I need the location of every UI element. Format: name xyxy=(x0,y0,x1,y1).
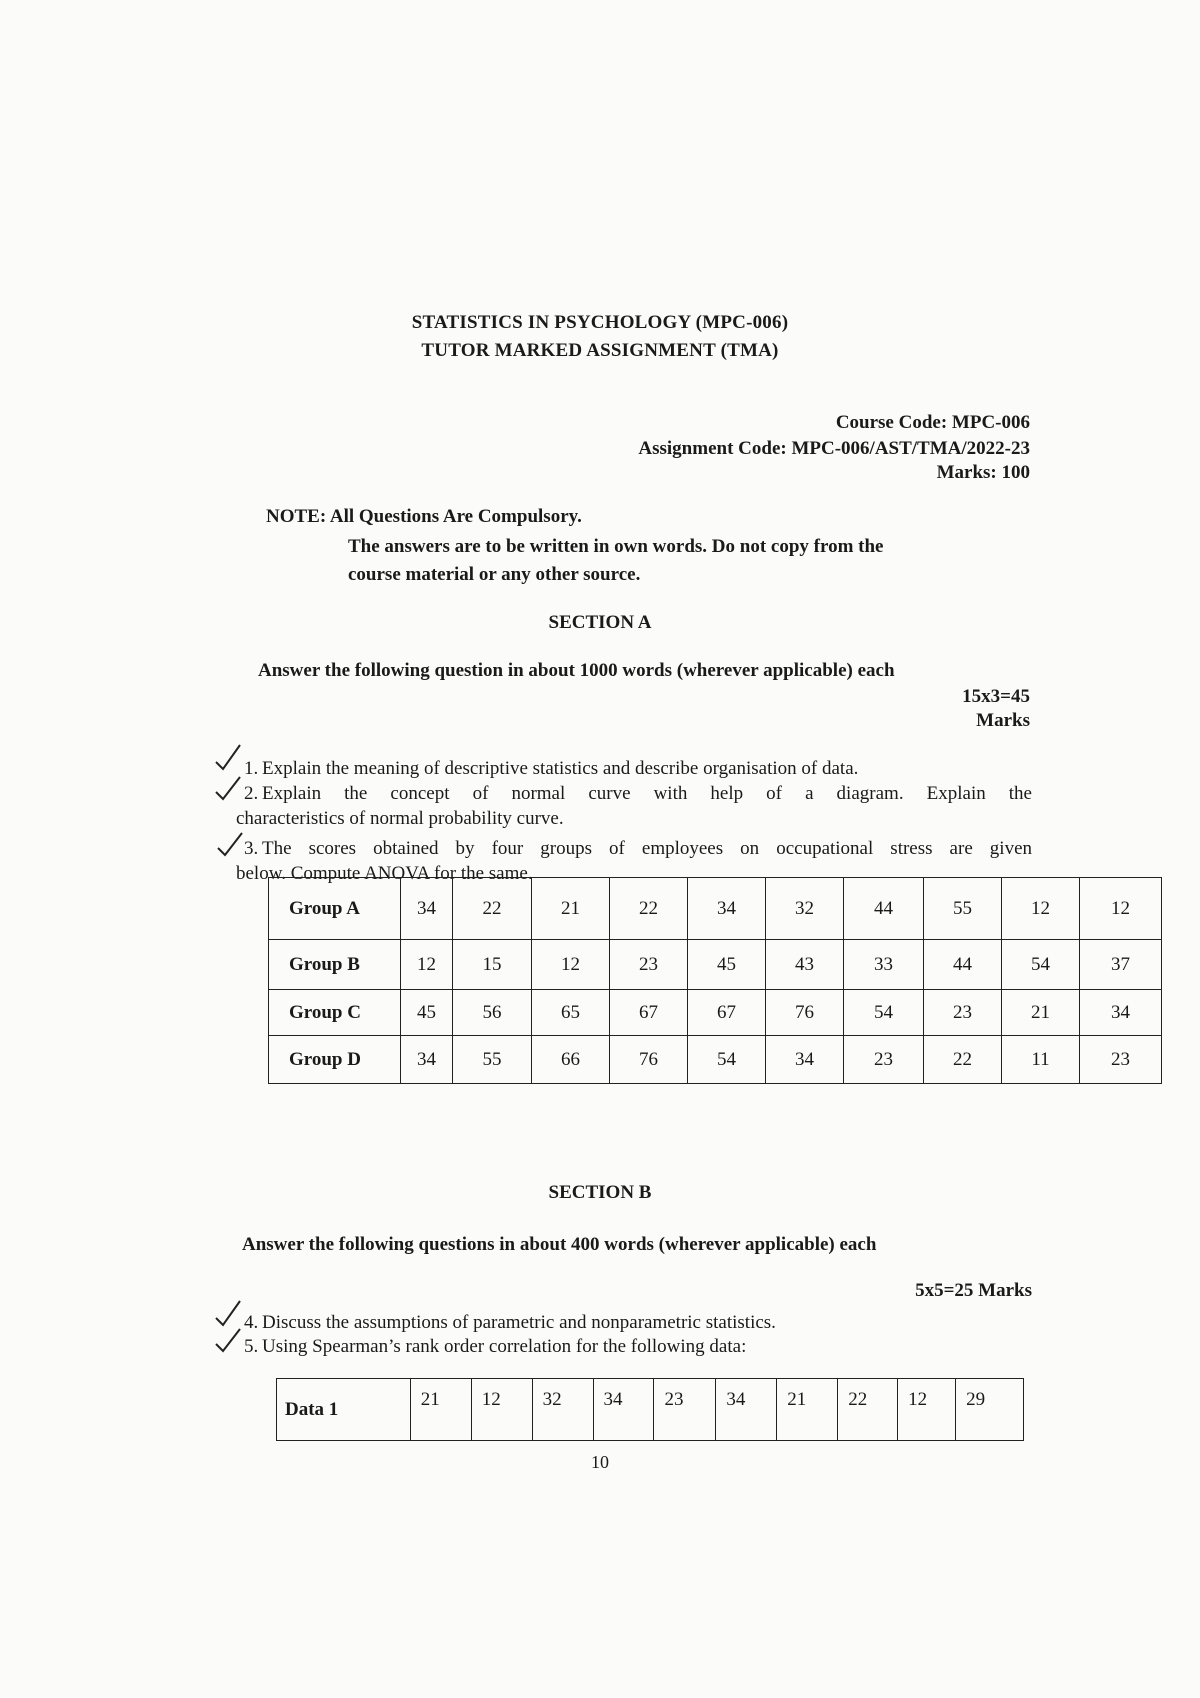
table-cell: 43 xyxy=(766,940,844,990)
table-cell: 54 xyxy=(688,1036,766,1084)
table-cell: 34 xyxy=(766,1036,844,1084)
table-row xyxy=(269,878,1162,940)
table-cell: 34 xyxy=(1080,990,1162,1036)
table-cell: 12 xyxy=(1002,878,1080,940)
table-cell: 21 xyxy=(410,1379,471,1441)
table-cell: 76 xyxy=(610,1036,688,1084)
table-cell: 23 xyxy=(654,1379,716,1441)
table-cell: 34 xyxy=(716,1379,777,1441)
table-cell: 12 xyxy=(898,1379,956,1441)
table-cell: 76 xyxy=(766,990,844,1036)
table-cell: 23 xyxy=(1080,1036,1162,1084)
question-3-text-line-2: below. Compute ANOVA for the same. xyxy=(236,863,533,884)
question-5-text: Using Spearman’s rank order correlation for the following data: xyxy=(262,1336,747,1357)
section-b-marks: 5x5=25 Marks xyxy=(915,1280,1032,1301)
total-marks: Marks: 100 xyxy=(936,462,1030,483)
spearman-data-table xyxy=(276,1378,1024,1441)
section-b-instruction: Answer the following questions in about 400 words (wherever applicable) each xyxy=(242,1234,877,1255)
section-a-heading: SECTION A xyxy=(548,612,652,633)
table-row xyxy=(269,1036,1162,1084)
table-cell: 22 xyxy=(924,1036,1002,1084)
table-cell: 45 xyxy=(688,940,766,990)
note-label: NOTE: All Questions Are Compulsory. xyxy=(266,506,582,527)
table-row xyxy=(277,1379,1024,1441)
row-label: Data 1 xyxy=(277,1379,411,1441)
course-code: Course Code: MPC-006 xyxy=(835,412,1030,433)
table-cell: 12 xyxy=(1080,878,1162,940)
checkmark-icon xyxy=(214,742,244,776)
table-cell: 21 xyxy=(777,1379,838,1441)
table-cell: 34 xyxy=(401,1036,453,1084)
table-cell: 11 xyxy=(1002,1036,1080,1084)
table-cell: 22 xyxy=(453,878,532,940)
row-label: Group C xyxy=(269,990,401,1036)
table-cell: 22 xyxy=(838,1379,898,1441)
question-4-text: Discuss the assumptions of parametric and nonparametric statistics. xyxy=(262,1312,776,1333)
assignment-code: Assignment Code: MPC-006/AST/TMA/2022-23 xyxy=(638,438,1030,459)
table-cell: 55 xyxy=(924,878,1002,940)
table-cell: 37 xyxy=(1080,940,1162,990)
row-label: Group B xyxy=(269,940,401,990)
table-cell: 23 xyxy=(924,990,1002,1036)
question-3-number: 3. xyxy=(244,838,259,859)
question-2-text-line-2: characteristics of normal probability curve. xyxy=(236,808,564,829)
section-a-instruction: Answer the following question in about 1000 words (wherever applicable) each xyxy=(258,660,895,681)
table-cell: 23 xyxy=(610,940,688,990)
table-cell: 23 xyxy=(844,1036,924,1084)
section-a-marks: 15x3=45 xyxy=(962,686,1030,707)
question-1-text: Explain the meaning of descriptive statistics and describe organisation of data. xyxy=(262,758,859,779)
anova-scores-table xyxy=(268,877,1162,1084)
question-3-text-line-1: The scores obtained by four groups of employees on occupational stress are given xyxy=(262,838,1032,859)
table-cell: 34 xyxy=(593,1379,654,1441)
table-cell: 45 xyxy=(401,990,453,1036)
table-cell: 44 xyxy=(844,878,924,940)
table-cell: 66 xyxy=(532,1036,610,1084)
table-cell: 54 xyxy=(844,990,924,1036)
table-cell: 12 xyxy=(471,1379,532,1441)
checkmark-icon xyxy=(214,772,244,806)
table-cell: 65 xyxy=(532,990,610,1036)
question-1-number: 1. xyxy=(244,758,259,779)
table-cell: 34 xyxy=(688,878,766,940)
question-2-text-line-1: Explain the concept of normal curve with help of a diagram. Explain the xyxy=(262,783,1032,804)
table-cell: 22 xyxy=(610,878,688,940)
table-row xyxy=(269,990,1162,1036)
table-cell: 21 xyxy=(532,878,610,940)
table-cell: 44 xyxy=(924,940,1002,990)
document-subtitle: TUTOR MARKED ASSIGNMENT (TMA) xyxy=(421,340,779,361)
row-label: Group D xyxy=(269,1036,401,1084)
table-cell: 32 xyxy=(766,878,844,940)
note-line-2: course material or any other source. xyxy=(348,564,641,585)
table-cell: 54 xyxy=(1002,940,1080,990)
checkmark-icon xyxy=(216,828,246,862)
page-number: 10 xyxy=(591,1452,609,1472)
table-cell: 34 xyxy=(401,878,453,940)
note-line-1: The answers are to be written in own words. Do not copy from the xyxy=(348,536,884,557)
table-cell: 15 xyxy=(453,940,532,990)
section-a-marks-unit: Marks xyxy=(976,710,1030,731)
question-2-number: 2. xyxy=(244,783,259,804)
row-label: Group A xyxy=(269,878,401,940)
document-title: STATISTICS IN PSYCHOLOGY (MPC-006) xyxy=(411,312,789,333)
table-cell: 29 xyxy=(956,1379,1024,1441)
section-b-heading: SECTION B xyxy=(548,1182,652,1203)
table-cell: 12 xyxy=(532,940,610,990)
table-cell: 33 xyxy=(844,940,924,990)
table-cell: 56 xyxy=(453,990,532,1036)
table-cell: 67 xyxy=(688,990,766,1036)
checkmark-icon xyxy=(214,1324,244,1358)
table-row xyxy=(269,940,1162,990)
table-cell: 55 xyxy=(453,1036,532,1084)
table-cell: 12 xyxy=(401,940,453,990)
table-cell: 32 xyxy=(532,1379,593,1441)
table-cell: 21 xyxy=(1002,990,1080,1036)
table-cell: 67 xyxy=(610,990,688,1036)
question-4-number: 4. xyxy=(244,1312,259,1333)
question-5-number: 5. xyxy=(244,1336,259,1357)
